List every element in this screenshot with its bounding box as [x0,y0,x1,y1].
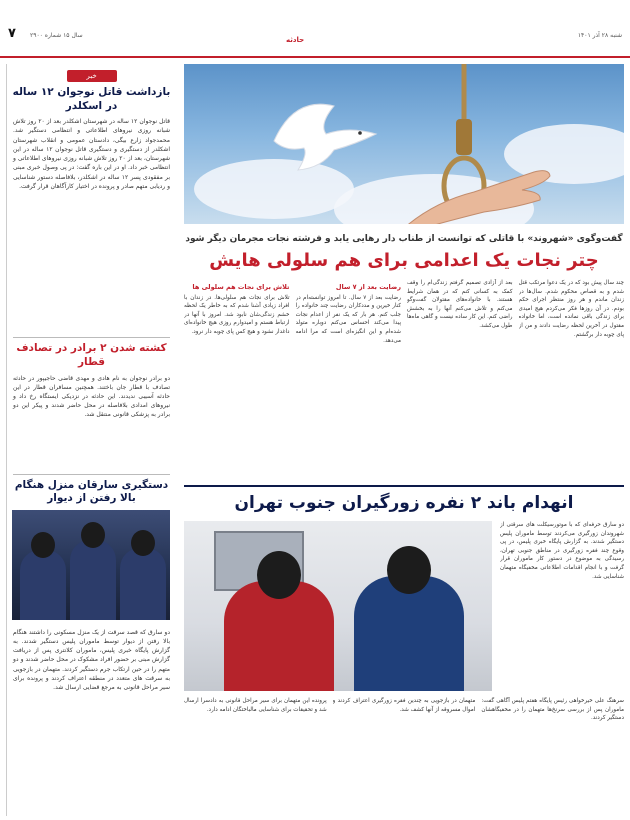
sidebar-story-1-title[interactable]: بازداشت قاتل نوجوان ۱۲ ساله در اسکلدر [12,86,171,112]
suspect-figure [354,576,464,691]
logo-section: حادثه [286,36,305,44]
second-story-photo [184,521,492,691]
article-kicker: گفت‌وگوی «شهروند» با قاتلی که توانست از طناب دار رهایی یابد و فرشته نجات مجرمان دیگر شود [185,234,623,244]
sidebar-story-3-text: دو سارق که قصد سرقت از یک منزل مسکونی را داشتند هنگام بالا رفتن از دیوار توسط ماموران پلیس دستگیر شدند. به گزارش پایگاه خبری پلیس، ماموران کلانتری پس از دریافت گزارش مبنی بر حضور افراد مشکوک در محل حاضر شدند و دو متهم را در حین ارتکاب جرم دستگیر کردند. متهمان در بازجویی به سرقت های متعدد در منطقه اعتراف کردند و پرونده برای سیر مراحل قانونی به مرجع قضایی ارسال شد. [13,628,170,692]
article-column: سرهنگ علی خیرخواهی رئیس پایگاه هفتم پلیس آگاهی گفت: ماموران پس از بررسی سرنخ‌ها متهمان را در مخفیگاهشان دستگیر کردند. [481,698,624,722]
article-subhead: تلاش برای نجات هم سلولی ها [192,283,290,291]
page-number: ۷ [8,26,16,41]
main-article-area [184,64,624,743]
news-badge: خبر [67,70,117,82]
hand-icon [404,142,554,224]
article-headline[interactable]: چتر نجات یک اعدامی برای هم سلولی هایش [209,250,599,271]
divider [13,337,170,338]
article-subhead: رضایت بعد از ۷ سال [335,283,401,291]
sidebar-story-2-title[interactable]: کشته شدن ۲ برادر در تصادف قطار [16,342,167,368]
article-column: چند سال پیش بود که در یک دعوا مرتکب قتل شدم و به قصاص محکوم شدم. سال‌ها در زندان ماندم و هر روز منتظر اجرای حکم بودم. در آن روزها فکر می‌کردم هیچ امیدی برای زندگی باقی نمانده است، اما خانواده مقتول در آخرین لحظه رضایت دادند و من از پای چوبه دار برگشتم. [518,280,624,338]
article-column: بعد از آزادی تصمیم گرفتم زندگی‌ام را وقف کمک به کسانی کنم که در همان شرایط هستند. با خانواده‌های مقتولان گفت‌وگو می‌کنم و تلاش می‌کنم آنها را به بخشش راضی کنم. این کار ساده نیست و گاهی ماه‌ها طول می‌کشد. [407,280,513,329]
second-story-headline[interactable]: انهدام باند ۲ نفره زورگیران جنوب تهران [234,493,574,513]
second-story [184,521,624,691]
issue-number: سال ۱۵ شماره ۲۹۰۰ [30,32,83,39]
suspect-figure [120,548,166,620]
second-story-columns [184,697,624,743]
suspect-figure [20,550,66,620]
sidebar-news-column [6,64,176,816]
article-column: متهمان در بازجویی به چندین فقره زورگیری اعتراف کردند و اموال مسروقه از آنها کشف شد. [332,698,476,713]
article-column: رضایت بعد از ۷ سال رضایت بعد از ۷ سال. تا امروز توانسته‌ام در کنار خیرین و مددکاران رضایت چند خانواده را جلب کنم. هر بار که یک نفر از اعدام نجات پیدا می‌کند احساس می‌کنم دوباره متولد شده‌ام و این انگیزه‌ای است که مرا ادامه می‌دهد. [295,283,401,344]
sidebar-story-1-text: قاتل نوجوان ۱۲ ساله در شهرستان اشکلدر بعد از ۲۰ روز تلاش شبانه روزی نیروهای اطلاعاتی و انتظامی دستگیر شد. محمدجواد زارع بیگی، دادستان عمومی و انقلاب شهرستان اشکلدر از دستگیری و دستگیری قاتل نوجوان ۱۲ ساله در این شهرستان، بعد از ۲۰ روز تلاش شبانه روزی نیروهای اطلاعاتی و انتظامی خبر داد. او در این باره گفت: در پی وصول خبری مبنی بر مفقودی پسر ۱۲ ساله در اشکلدر، بلافاصله دستور شناسایی و ردیابی متهم صادر و پرونده در اختیار کارآگاهان قرار گرفت. [13,118,170,190]
article-body [184,279,624,479]
sidebar-story-2-text: دو برادر نوجوان به نام هادی و مهدی قاضی حاجیپور در حادثه تصادف با قطار جان باختند. همچنین مسافران قطار در این حادثه آسیبی ندیدند. این حادثه در نزدیکی ایستگاه رخ داد و نیروهای امدادی بلافاصله در محل حاضر شدند و پیکر این دو برادر به پزشکی قانونی منتقل شد. [13,374,170,419]
suspect-figure [224,581,334,691]
article-column: تلاش برای نجات هم سلولی ها تلاش برای نجات هم سلولی‌ها. در زندان با افراد زیادی آشنا شدم که به خاطر یک لحظه خشم زندگی‌شان نابود شد. امروز با آنها در ارتباط هستم و امیدوارم روزی هیچ خانواده‌ای داغدار نشود و هیچ کس پای چوبه دار نرود. [184,283,290,335]
divider [13,474,170,475]
sidebar-story-3-photo [12,510,170,620]
issue-date: شنبه ۲۸ آذر ۱۴۰۱ [577,32,622,39]
suspect-figure [70,540,116,620]
newspaper-logo[interactable] [272,10,358,50]
second-story-text: دو سارق حرفه‌ای که با موتورسیکلت های سرقتی از شهروندان زورگیری می‌کردند توسط ماموران پلیس دستگیر شدند. به گزارش پایگاه خبری پلیس، در پی وقوع چند فقره زورگیری در مناطق جنوبی تهران، رسیدگی به موضوع در دستور کار ماموران قرار گرفت و با انجام اقدامات اطلاعاتی مخفیگاه متهمان شناسایی شد. [500,522,624,580]
masthead [0,0,630,58]
section-divider [184,485,624,487]
hero-photo [184,64,624,224]
article-column: پرونده این متهمان برای سیر مراحل قانونی به دادسرا ارسال شد و تحقیقات برای شناسایی مالباختگان ادامه دارد. [183,698,327,713]
logo-title [272,10,630,36]
sidebar-story-3-title[interactable]: دستگیری سارقان منزل هنگام بالا رفتن از دیوار [14,478,169,505]
dove-icon [264,86,384,176]
